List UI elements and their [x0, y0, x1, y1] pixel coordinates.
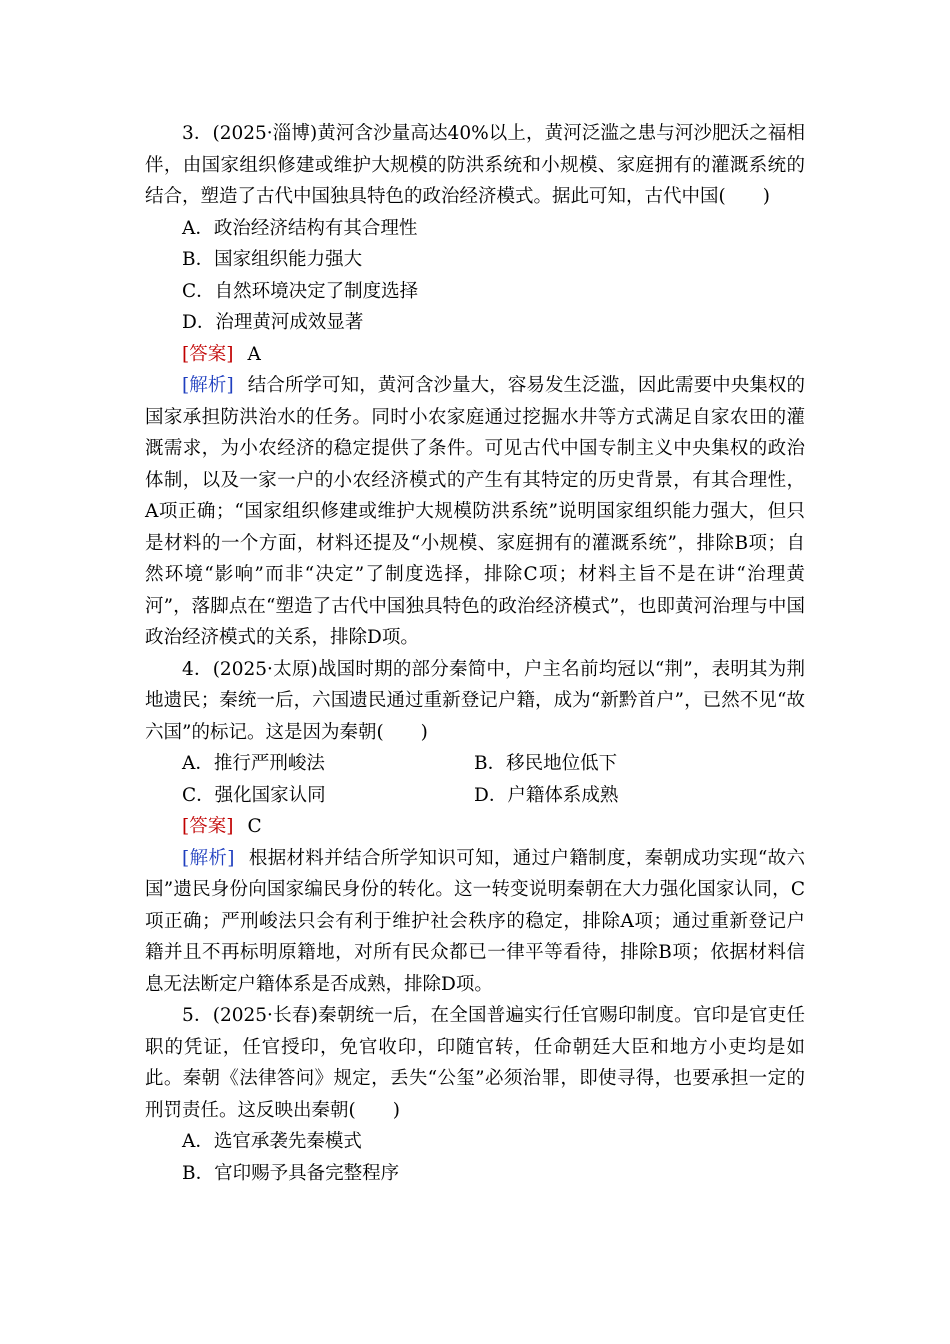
answer-label: [答案]: [182, 343, 234, 365]
question-5-stem: 5．(2025·长春)秦朝统一后，在全国普遍实行任官赐印制度。官印是官吏任职的凭证，任官授印，免官收印，印随官转，任命朝廷大臣和地方小吏均是如此。秦朝《法律答问》规定，丢失“公玺”必须治罪，即使寻得，也要承担一定的刑罚责任。这反映出秦朝( ): [145, 1005, 805, 1121]
analysis-label: [解析]: [182, 375, 234, 396]
question-4-options-row-1: [145, 748, 805, 780]
answer-value: C: [247, 816, 262, 837]
question-3-option-a: A．政治经济结构有其合理性: [182, 217, 418, 239]
question-4-answer: [145, 811, 805, 843]
document-content: [145, 118, 805, 1189]
question-3-analysis: [145, 370, 805, 654]
question-4-stem: 4．(2025·太原)战国时期的部分秦简中，户主名前均冠以“荆”，表明其为荆地遗民；秦统一后，六国遗民通过重新登记户籍，成为“新黔首户”，已然不见“故六国”的标记。这是因为秦朝( ): [145, 658, 805, 743]
question-4-option-d: D．户籍体系成熟: [474, 784, 619, 806]
question-5-option-a: A．选官承袭先秦模式: [182, 1131, 362, 1152]
question-5-option-b: B．官印赐予具备完整程序: [182, 1162, 400, 1184]
answer-label: [答案]: [182, 816, 234, 837]
analysis-text: 根据材料并结合所学知识可知，通过户籍制度，秦朝成功实现“故六国”遗民身份向国家编民身份的转化。这一转变说明秦朝在大力强化国家认同，C项正确；严刑峻法只会有利于维护社会秩序的稳定，排除A项；通过重新登记户籍并且不再标明原籍地，对所有民众都已一律平等看待，排除B项；依据材料信息无法断定户籍体系是否成熟，排除D项。: [145, 847, 806, 995]
question-3-option-b: B．国家组织能力强大: [182, 249, 363, 270]
question-3-option-d: D．治理黄河成效显著: [182, 312, 364, 333]
question-4-analysis: [145, 843, 805, 1001]
question-3-stem: 3．(2025·淄博)黄河含沙量高达40%以上，黄河泛滥之患与河沙肥沃之福相伴，由国家组织修建或维护大规模的防洪系统和小规模、家庭拥有的灌溉系统的结合，塑造了古代中国独具特色的政治经济模式。据此可知，古代中国( ): [145, 123, 805, 207]
question-3-option-c: C．自然环境决定了制度选择: [182, 280, 419, 302]
question-4-option-c: C．强化国家认同: [182, 784, 326, 806]
question-4-option-a: A．推行严刑峻法: [182, 753, 325, 774]
answer-value: A: [247, 343, 261, 365]
analysis-text: 结合所学可知，黄河含沙量大，容易发生泛滥，因此需要中央集权的国家承担防洪治水的任务。同时小农家庭通过挖掘水井等方式满足自家农田的灌溉需求，为小农经济的稳定提供了条件。可见古代中国专制主义中央集权的政治体制，以及一家一户的小农经济模式的产生有其特定的历史背景，有其合理性，A项正确；“国家组织修建或维护大规模防洪系统”说明国家组织能力强大，但只是材料的一个方面，材料还提及“小规模、家庭拥有的灌溉系统”，排除B项；自然环境“影响”而非“决定”了制度选择，排除C项；材料主旨不是在讲“治理黄河”，落脚点在“塑造了古代中国独具特色的政治经济模式”，也即黄河治理与中国政治经济模式的关系，排除D项。: [145, 375, 805, 648]
question-3-answer: [145, 339, 805, 371]
question-4-options-row-2: [145, 780, 805, 812]
analysis-label: [解析]: [182, 847, 235, 869]
question-4-option-b: B．移民地位低下: [474, 753, 618, 774]
